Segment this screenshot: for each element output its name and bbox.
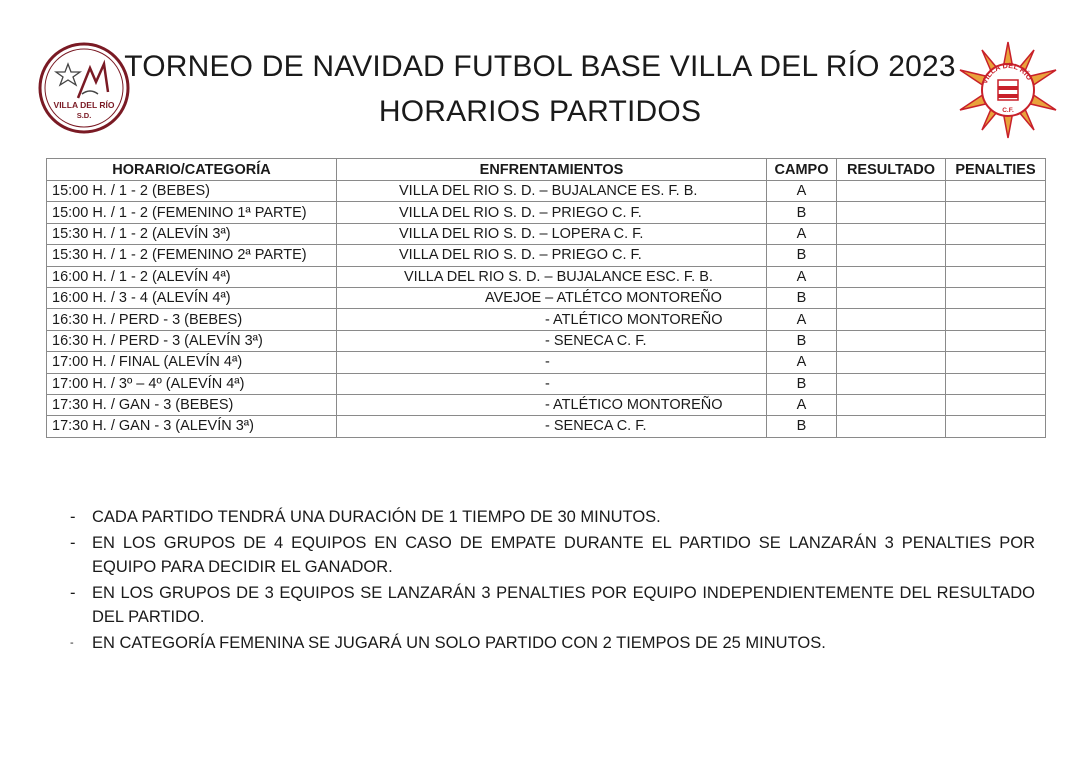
result-cell: [837, 330, 946, 351]
penalties-cell: [946, 416, 1046, 437]
table-row: [47, 181, 1046, 202]
field-cell: B: [767, 416, 837, 437]
bullet-dash: -: [70, 534, 76, 552]
tournament-rules-list: [70, 505, 1035, 657]
matchup-cell: - SENECA C. F.: [337, 330, 767, 351]
penalties-cell: [946, 266, 1046, 287]
time-category-cell: 15:30 H. / 1 - 2 (ALEVÍN 3ª): [47, 223, 337, 244]
table-row: [47, 223, 1046, 244]
tournament-title: TORNEO DE NAVIDAD FUTBOL BASE VILLA DEL RÍO 2023: [124, 50, 956, 83]
field-cell: A: [767, 181, 837, 202]
time-category-cell: 17:00 H. / 3º – 4º (ALEVÍN 4ª): [47, 373, 337, 394]
matchup-cell: - ATLÉTICO MONTOREÑO: [337, 394, 767, 415]
penalties-cell: [946, 309, 1046, 330]
rule-item: [70, 581, 1035, 629]
bullet-dash: -: [70, 508, 76, 526]
result-cell: [837, 181, 946, 202]
svg-text:VILLA DEL RÍO: VILLA DEL RÍO: [980, 60, 1035, 86]
rule-text: EN LOS GRUPOS DE 3 EQUIPOS SE LANZARÁN 3 PENALTIES POR EQUIPO INDEPENDIENTEMENTE DEL RESULTADO DEL PARTIDO.: [92, 584, 1035, 626]
table-row: [47, 373, 1046, 394]
svg-text:VILLA DEL RÍO: VILLA DEL RÍO: [53, 100, 115, 110]
result-cell: [837, 266, 946, 287]
result-cell: [837, 352, 946, 373]
result-cell: [837, 223, 946, 244]
field-cell: A: [767, 309, 837, 330]
matchup-cell: - ATLÉTICO MONTOREÑO: [337, 309, 767, 330]
field-cell: A: [767, 352, 837, 373]
penalties-cell: [946, 202, 1046, 223]
time-category-cell: 16:00 H. / 3 - 4 (ALEVÍN 4ª): [47, 287, 337, 308]
column-header-matchups: ENFRENTAMIENTOS: [337, 159, 767, 181]
result-cell: [837, 394, 946, 415]
field-cell: B: [767, 202, 837, 223]
penalties-cell: [946, 373, 1046, 394]
match-schedule-table: [46, 158, 1046, 438]
field-cell: B: [767, 330, 837, 351]
matchup-cell: AVEJOE – ATLÉTCO MONTOREÑO: [337, 287, 767, 308]
field-cell: A: [767, 266, 837, 287]
time-category-cell: 15:00 H. / 1 - 2 (BEBES): [47, 181, 337, 202]
table-header-row: [47, 159, 1046, 181]
matchup-cell: VILLA DEL RIO S. D. – PRIEGO C. F.: [337, 202, 767, 223]
column-header-penalties: PENALTIES: [946, 159, 1046, 181]
penalties-cell: [946, 352, 1046, 373]
result-cell: [837, 245, 946, 266]
time-category-cell: 17:00 H. / FINAL (ALEVÍN 4ª): [47, 352, 337, 373]
table-row: [47, 202, 1046, 223]
matchup-cell: -: [337, 352, 767, 373]
rule-text: CADA PARTIDO TENDRÁ UNA DURACIÓN DE 1 TIEMPO DE 30 MINUTOS.: [92, 508, 661, 526]
table-row: [47, 394, 1046, 415]
result-cell: [837, 416, 946, 437]
field-cell: B: [767, 373, 837, 394]
matchup-cell: VILLA DEL RIO S. D. – PRIEGO C. F.: [337, 245, 767, 266]
matchup-cell: - SENECA C. F.: [337, 416, 767, 437]
rule-text: EN CATEGORÍA FEMENINA SE JUGARÁ UN SOLO PARTIDO CON 2 TIEMPOS DE 25 MINUTOS.: [92, 634, 826, 652]
matchup-cell: -: [337, 373, 767, 394]
result-cell: [837, 202, 946, 223]
time-category-cell: 17:30 H. / GAN - 3 (BEBES): [47, 394, 337, 415]
matchup-cell: VILLA DEL RIO S. D. – LOPERA C. F.: [337, 223, 767, 244]
bullet-dash: -: [70, 584, 76, 602]
penalties-cell: [946, 181, 1046, 202]
penalties-cell: [946, 394, 1046, 415]
svg-text:S.D.: S.D.: [76, 111, 92, 120]
field-cell: B: [767, 245, 837, 266]
time-category-cell: 16:30 H. / PERD - 3 (BEBES): [47, 309, 337, 330]
result-cell: [837, 287, 946, 308]
rule-text: EN LOS GRUPOS DE 4 EQUIPOS EN CASO DE EMPATE DURANTE EL PARTIDO SE LANZARÁN 3 PENALTIES POR EQUIPO PARA DECIDIR EL GANADOR.: [92, 534, 1035, 576]
table-row: [47, 352, 1046, 373]
rule-item: [70, 631, 1035, 655]
table-row: [47, 245, 1046, 266]
table-row: [47, 416, 1046, 437]
column-header-time-category: HORARIO/CATEGORÍA: [47, 159, 337, 181]
penalties-cell: [946, 330, 1046, 351]
villa-del-rio-cf-logo: [956, 40, 1060, 140]
result-cell: [837, 309, 946, 330]
time-category-cell: 16:00 H. / 1 - 2 (ALEVÍN 4ª): [47, 266, 337, 287]
table-row: [47, 330, 1046, 351]
time-category-cell: 15:00 H. / 1 - 2 (FEMENINO 1ª PARTE): [47, 202, 337, 223]
svg-text:C.F.: C.F.: [1002, 107, 1014, 114]
villa-del-rio-sd-logo: [38, 42, 130, 134]
time-category-cell: 15:30 H. / 1 - 2 (FEMENINO 2ª PARTE): [47, 245, 337, 266]
time-category-cell: 17:30 H. / GAN - 3 (ALEVÍN 3ª): [47, 416, 337, 437]
penalties-cell: [946, 287, 1046, 308]
result-cell: [837, 373, 946, 394]
matchup-cell: VILLA DEL RIO S. D. – BUJALANCE ESC. F. B.: [337, 266, 767, 287]
rule-item: [70, 505, 1035, 529]
table-row: [47, 309, 1046, 330]
matchup-cell: VILLA DEL RIO S. D. – BUJALANCE ES. F. B.: [337, 181, 767, 202]
table-row: [47, 287, 1046, 308]
penalties-cell: [946, 223, 1046, 244]
column-header-result: RESULTADO: [837, 159, 946, 181]
field-cell: A: [767, 394, 837, 415]
bullet-dash: -: [70, 637, 74, 649]
field-cell: A: [767, 223, 837, 244]
penalties-cell: [946, 245, 1046, 266]
table-row: [47, 266, 1046, 287]
field-cell: B: [767, 287, 837, 308]
schedule-subtitle: HORARIOS PARTIDOS: [378, 95, 702, 128]
rule-item: [70, 531, 1035, 579]
time-category-cell: 16:30 H. / PERD - 3 (ALEVÍN 3ª): [47, 330, 337, 351]
column-header-field: CAMPO: [767, 159, 837, 181]
